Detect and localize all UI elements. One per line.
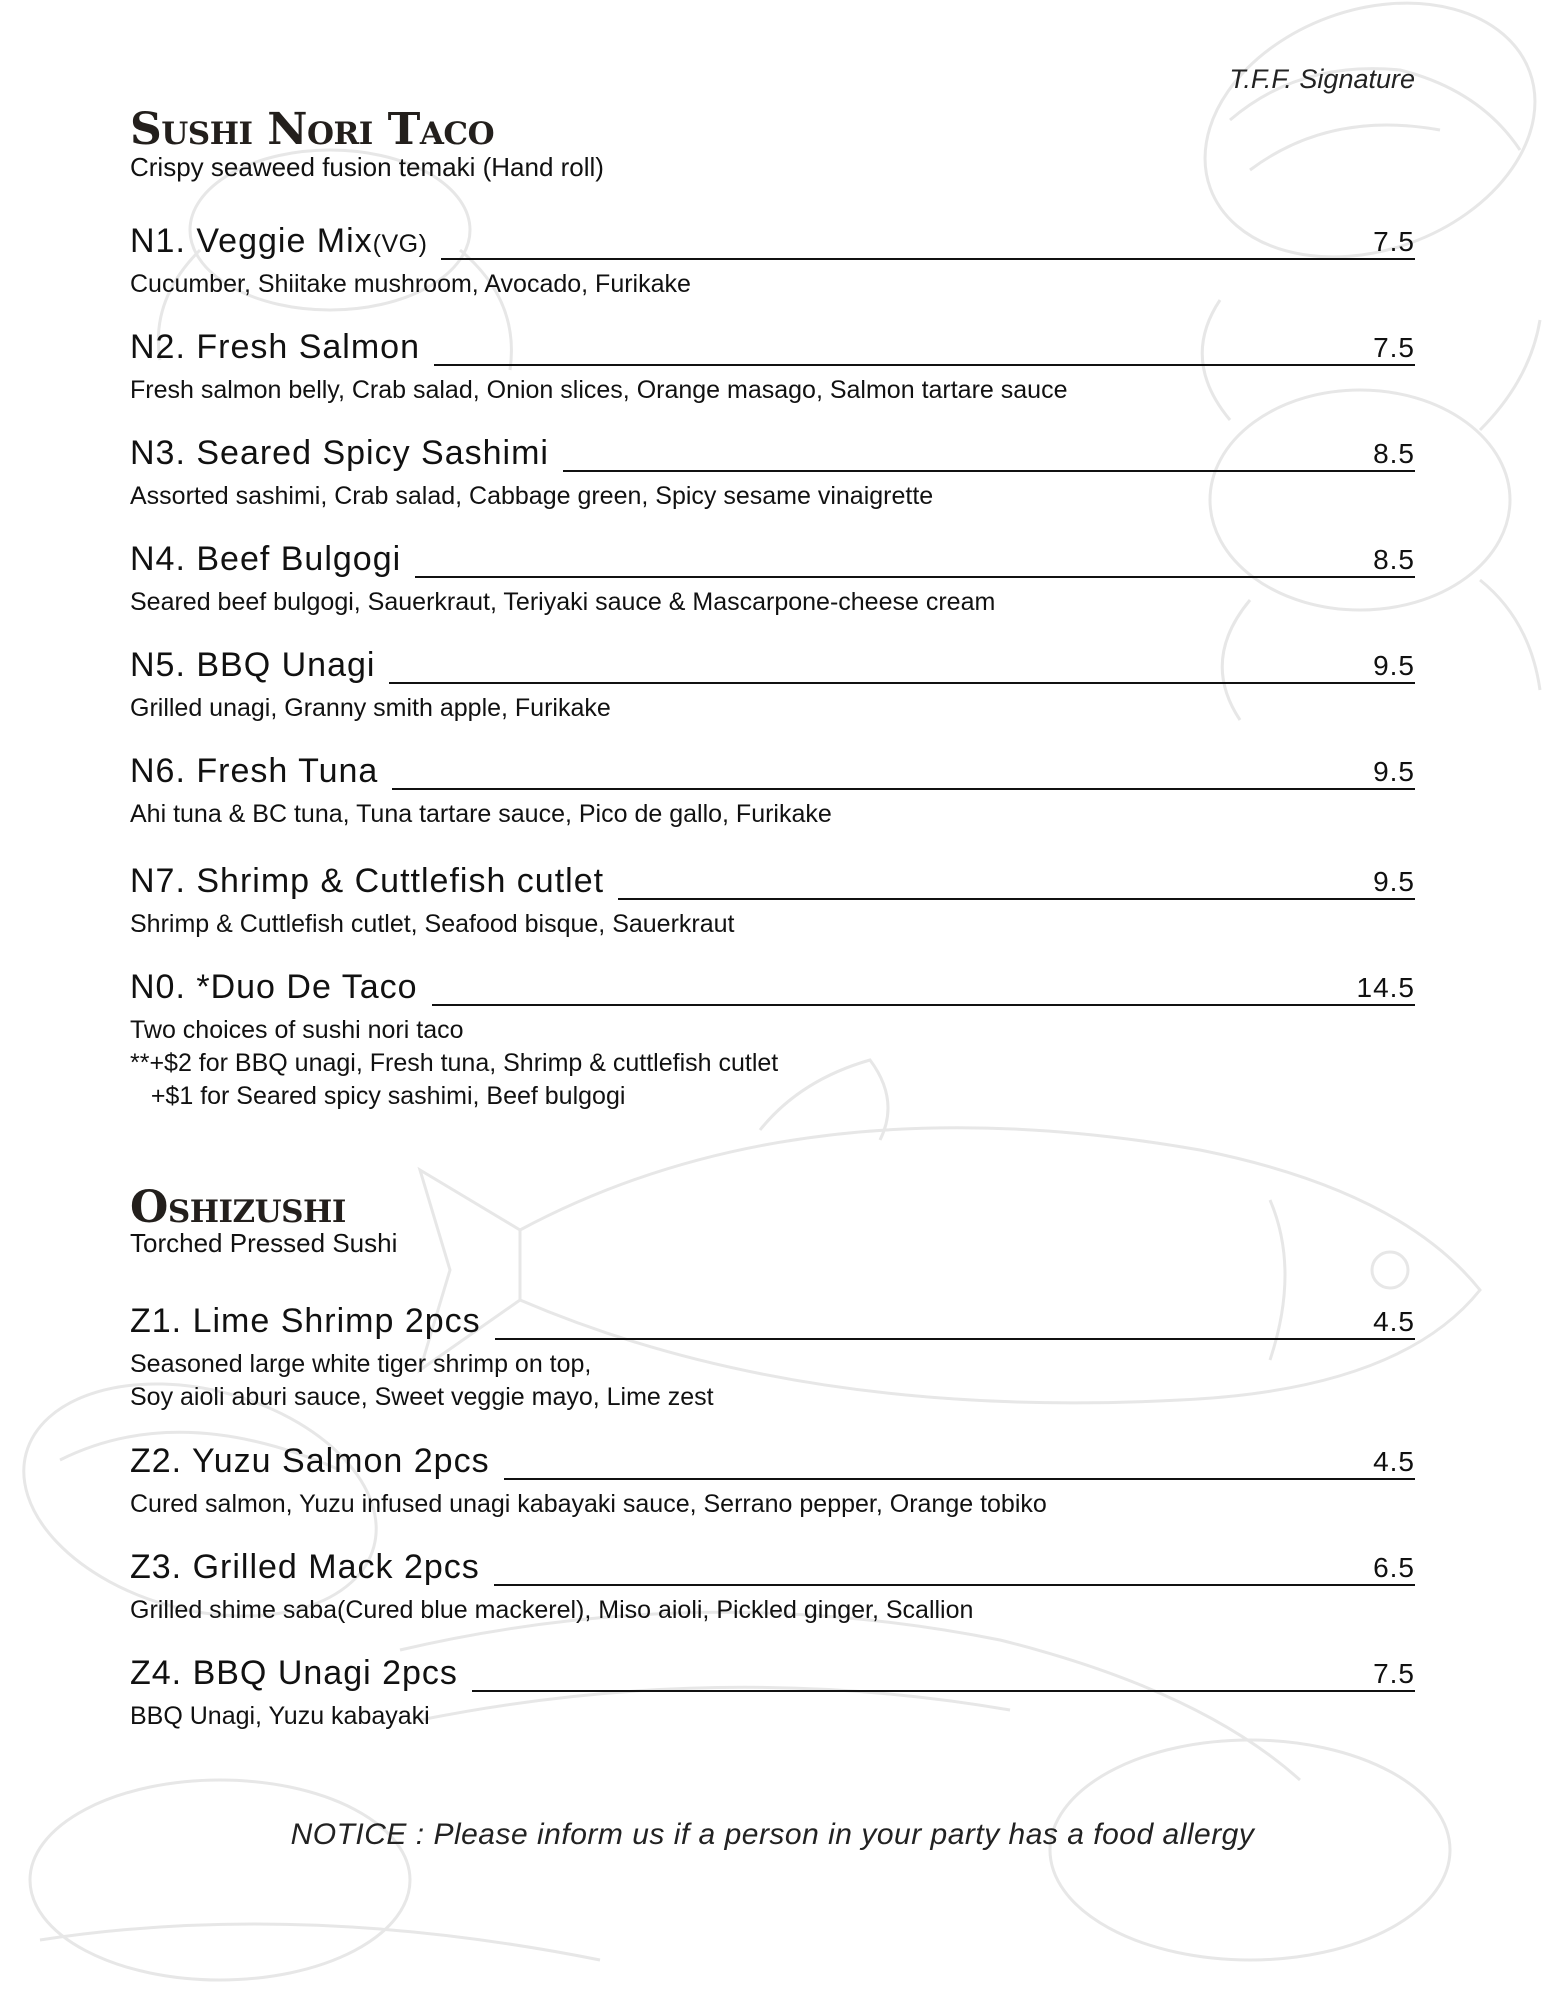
item-price: 9.5 — [1373, 757, 1415, 790]
item-name: N0. *Duo De Taco — [130, 968, 418, 1006]
menu-item — [130, 1654, 1415, 1733]
vegan-tag: (VG) — [372, 230, 428, 258]
item-price: 7.5 — [1373, 1659, 1415, 1692]
dotted-leader — [434, 364, 1373, 366]
dotted-leader — [618, 898, 1373, 900]
menu-item — [130, 1442, 1415, 1521]
item-description: Ahi tuna & BC tuna, Tuna tartare sauce, Pico de gallo, Furikake — [130, 800, 832, 828]
allergy-notice: NOTICE : Please inform us if a person in your party has a food allergy — [290, 1818, 1255, 1851]
item-price: 7.5 — [1373, 227, 1415, 260]
item-price: 9.5 — [1373, 651, 1415, 684]
section-title-sushi-nori-taco: Sushi Nori Taco — [130, 104, 495, 155]
item-description: Seared beef bulgogi, Sauerkraut, Teriyaki sauce & Mascarpone-cheese cream — [130, 588, 996, 616]
menu-item — [130, 968, 1415, 1113]
menu-item — [130, 646, 1415, 725]
item-description: Seasoned large white tiger shrimp on top, Soy aioli aburi sauce, Sweet veggie mayo, Lime zest — [130, 1350, 714, 1411]
dotted-leader — [494, 1584, 1373, 1586]
item-name: N5. BBQ Unagi — [130, 646, 376, 684]
item-name: Z3. Grilled Mack 2pcs — [130, 1548, 480, 1586]
signature-label: T.F.F. Signature — [1229, 64, 1415, 94]
item-price: 8.5 — [1373, 439, 1415, 472]
item-name: N3. Seared Spicy Sashimi — [130, 434, 549, 472]
section-subtitle-oshizushi: Torched Pressed Sushi — [130, 1228, 398, 1258]
dotted-leader — [472, 1690, 1373, 1692]
item-price: 14.5 — [1357, 973, 1416, 1006]
item-description: Fresh salmon belly, Crab salad, Onion slices, Orange masago, Salmon tartare sauce — [130, 376, 1068, 404]
dotted-leader — [495, 1338, 1373, 1340]
dotted-leader — [392, 788, 1373, 790]
item-description: Two choices of sushi nori taco **+$2 for BBQ unagi, Fresh tuna, Shrimp & cuttlefish cutlet +$1 for Seared spicy sashimi, Beef bulgogi — [130, 1016, 779, 1110]
item-price: 8.5 — [1373, 545, 1415, 578]
section-title-oshizushi: Oshizushi — [130, 1182, 346, 1233]
menu-item — [130, 1302, 1415, 1414]
item-name: N7. Shrimp & Cuttlefish cutlet — [130, 862, 605, 900]
item-name: Z4. BBQ Unagi 2pcs — [130, 1654, 458, 1692]
item-description: Cured salmon, Yuzu infused unagi kabayaki sauce, Serrano pepper, Orange tobiko — [130, 1490, 1047, 1518]
item-description: BBQ Unagi, Yuzu kabayaki — [130, 1702, 430, 1730]
item-description: Grilled unagi, Granny smith apple, Furikake — [130, 694, 611, 722]
item-description: Assorted sashimi, Crab salad, Cabbage green, Spicy sesame vinaigrette — [130, 482, 934, 510]
item-name: N1. Veggie Mix(VG) — [130, 222, 428, 260]
item-name: N6. Fresh Tuna — [130, 752, 379, 790]
dotted-leader — [441, 258, 1373, 260]
section-subtitle-sushi-nori-taco: Crispy seaweed fusion temaki (Hand roll) — [130, 152, 604, 182]
menu-item — [130, 222, 1415, 301]
item-name: N2. Fresh Salmon — [130, 328, 420, 366]
item-description: Cucumber, Shiitake mushroom, Avocado, Furikake — [130, 270, 691, 298]
item-price: 7.5 — [1373, 333, 1415, 366]
item-description: Shrimp & Cuttlefish cutlet, Seafood bisque, Sauerkraut — [130, 910, 735, 938]
item-price: 9.5 — [1373, 867, 1415, 900]
dotted-leader — [389, 682, 1373, 684]
item-description: Grilled shime saba(Cured blue mackerel), Miso aioli, Pickled ginger, Scallion — [130, 1596, 974, 1624]
menu-item — [130, 752, 1415, 831]
menu-item — [130, 540, 1415, 619]
dotted-leader — [504, 1478, 1373, 1480]
item-name: Z1. Lime Shrimp 2pcs — [130, 1302, 481, 1340]
item-name: Z2. Yuzu Salmon 2pcs — [130, 1442, 490, 1480]
menu-item — [130, 434, 1415, 513]
dotted-leader — [563, 470, 1373, 472]
item-price: 4.5 — [1373, 1447, 1415, 1480]
menu-item — [130, 1548, 1415, 1627]
dotted-leader — [432, 1004, 1357, 1006]
menu-item — [130, 862, 1415, 941]
menu-item — [130, 328, 1415, 407]
item-name: N4. Beef Bulgogi — [130, 540, 402, 578]
item-price: 4.5 — [1373, 1307, 1415, 1340]
item-price: 6.5 — [1373, 1553, 1415, 1586]
dotted-leader — [415, 576, 1373, 578]
